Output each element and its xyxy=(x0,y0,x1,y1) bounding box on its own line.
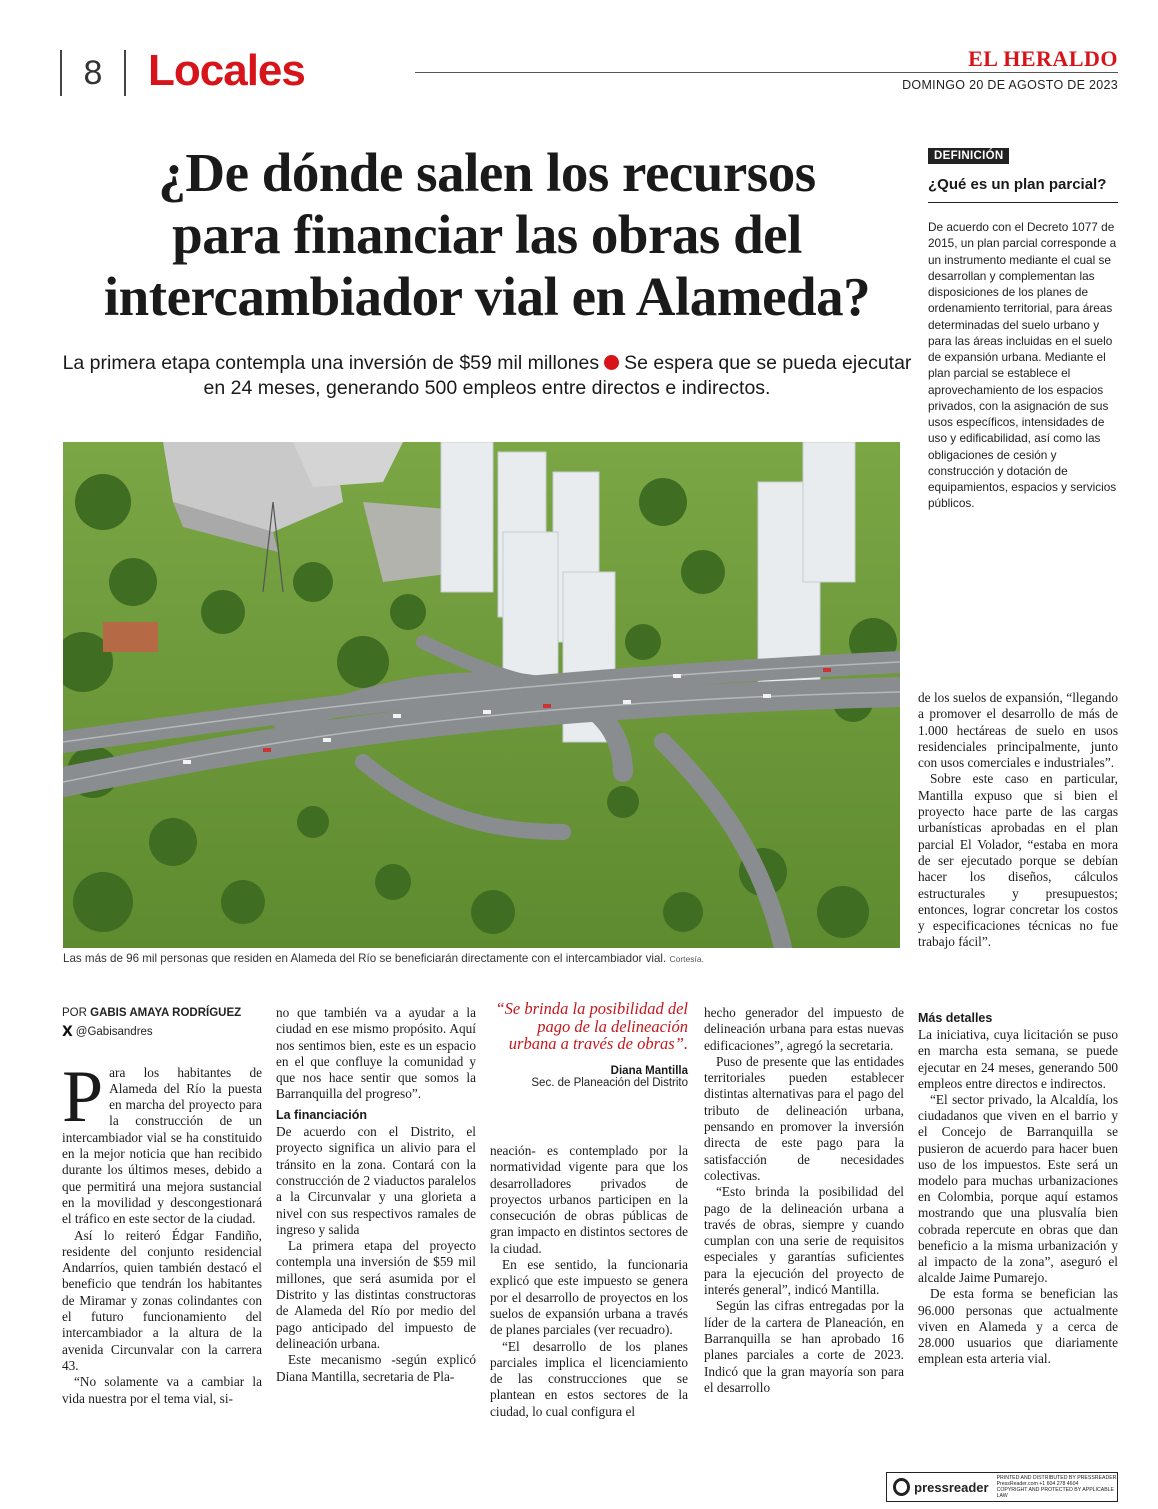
pressreader-name: pressreader xyxy=(914,1479,989,1495)
paragraph: ara los habitantes de Alameda del Río la puesta en marcha del proyecto para la construcción de un intercambiador vial se ha constituido en la mejor noticia que han recibido durante los últimos meses, debido a que permitirá una mejora sustancial en la movilidad y descongestionará el tráfico en este sector de la ciudad. xyxy=(62,1064,262,1227)
paragraph: De esta forma se benefician las 96.000 personas que actualmente viven en Alameda y a cerca de 28.000 usuarios que diariamente emplean esta arteria vial. xyxy=(918,1286,1118,1367)
article-column-5-bottom xyxy=(918,1006,1118,1367)
handle-text: @Gabisandres xyxy=(75,1026,153,1039)
pull-quote-text: “Se brinda la posibilidad del pago de la delineación urbana a través de obras”. xyxy=(495,999,688,1053)
sidebar-tag: DEFINICIÓN xyxy=(928,148,1009,164)
definition-sidebar xyxy=(928,146,1118,512)
header-rule xyxy=(415,72,1118,73)
article-column-5-top xyxy=(918,690,1118,951)
paragraph: no que también va a ayudar a la ciudad en ese mismo propósito. Aquí nos sentimos bien, este es un espacio en el que confluye la comunidad y que nos hace sentir que somos la Barranquilla del progreso”. xyxy=(276,1005,476,1102)
deck xyxy=(62,351,912,401)
interchange-render-photo xyxy=(63,442,900,948)
x-social-icon: X xyxy=(62,1024,73,1041)
page-number: 8 xyxy=(83,54,103,92)
paragraph: Así lo reiteró Édgar Fandiño, residente del conjunto residencial Andarríos, quien también destacó el beneficio que tendrán los habitantes de Miramar y zonas colindantes con el futuro funcionamiento del intercambiador a la altura de la avenida Circunvalar con la carrera 43. xyxy=(62,1227,262,1373)
paragraph: de los suelos de expansión, “llegando a promover el desarrollo de más de 1.000 hectáreas de suelo en usos residenciales principalmente, junto con usos comerciales e industriales”. xyxy=(918,690,1118,771)
paragraph: neación- es contemplado por la normatividad vigente para que los desarrolladores privados de proyectos urbanos participen en la consecución de obras públicas de gran impacto en distintos sectores de la ciudad. xyxy=(490,1143,688,1256)
article-column-1 xyxy=(62,1005,262,1407)
paragraph: Este mecanismo -según explicó Diana Mantilla, secretaria de Pla- xyxy=(276,1352,476,1384)
pressreader-badge xyxy=(886,1472,1118,1502)
paragraph: De acuerdo con el Distrito, el proyecto significa un alivio para el tránsito en la zona. Contará con la construcción de 2 viaductos paralelos a la Circunvalar y una glorieta a nivel con sus respectivos ramales de ingreso y salida xyxy=(276,1124,476,1237)
intro-block xyxy=(62,1055,262,1228)
subhead: La financiación xyxy=(276,1107,367,1122)
newspaper-logo: EL HERALDO xyxy=(968,46,1118,71)
bullet-dot-icon xyxy=(604,355,619,370)
paragraph: Puso de presente que las entidades territoriales pueden establecer distintas alternativas para el pago del tributo de delineación urbana, pensando en promover la inversión directa de este pago para la satisfacción de necesidades colectivas. xyxy=(704,1053,904,1183)
article-column-3 xyxy=(490,1143,688,1420)
pressreader-logo-icon xyxy=(893,1478,910,1496)
headline-line: intercambiador vial en Alameda? xyxy=(103,266,871,327)
headline-line: ¿De dónde salen los recursos xyxy=(158,142,816,203)
byline xyxy=(62,1005,262,1021)
interchange-illustration xyxy=(63,442,900,948)
deck-part-1: La primera etapa contempla una inversión de $59 mil millones xyxy=(62,352,600,374)
pull-quote xyxy=(490,1000,688,1089)
author-handle[interactable] xyxy=(62,1024,262,1040)
article-column-4 xyxy=(704,1005,904,1396)
pressreader-line: COPYRIGHT AND PROTECTED BY APPLICABLE LAW xyxy=(996,1487,1115,1499)
paragraph: “El desarrollo de los planes parciales implica el licenciamiento de las construcciones que se plantean en estos sectores de la ciudad, lo cual configura el xyxy=(490,1338,688,1419)
paragraph: “El sector privado, la Alcaldía, los ciudadanos que viven en el barrio y el Concejo de Barranquilla se pusieron de acuerdo para hacer buen uso de los impuestos. Este será un modelo para muchas urbanizaciones en Colombia, porque aquí estamos mostrando que una plusvalía bien cobrada repercute en obras que dan beneficio a la misma urbanización y al impacto de la zona”, aseguró el alcalde Jaime Pumarejo. xyxy=(918,1092,1118,1286)
paragraph: La iniciativa, cuya licitación se puso en marcha esta semana, se puede ejecutar en 24 meses, generando 500 empleos entre directos e indirectos. xyxy=(918,1027,1118,1091)
pressreader-notice xyxy=(997,1475,1117,1499)
headline-line: para financiar las obras del xyxy=(172,204,802,265)
dropcap: P xyxy=(62,1055,104,1138)
byline-author: GABIS AMAYA RODRÍGUEZ xyxy=(90,1007,242,1019)
paragraph: Según las cifras entregadas por la líder de la cartera de Planeación, en Barranquilla se han aprobado 16 planes parciales a corte de 2023. Indicó que la gran mayoría son para el desarrollo xyxy=(704,1298,904,1395)
sidebar-body: De acuerdo con el Decreto 1077 de 2015, un plan parcial corresponde a un instrumento mediante el cual se desarrollan y complementan las disposiciones de los planes de ordenamiento territorial, para áreas determinadas del suelo urbano y para las áreas incluidas en el suelo de expansión urbana. Mediante el plan parcial se establece el aprovechamiento de los espacios privados, con la asignación de sus usos específicos, intensidades de uso y edificabilidad, así como las obligaciones de cesión y construcción y dotación de equipamientos, espacios y servicios públicos. xyxy=(928,220,1117,511)
deck-part-2: Se espera que se pueda ejecutar en 24 meses, generando 500 empleos entre directos e indirectos. xyxy=(203,352,912,399)
byline-prefix: POR xyxy=(62,1007,87,1019)
paragraph: Sobre este caso en particular, Mantilla expuso que si bien el proyecto hace parte de las cargas urbanísticas aprobadas en el plan parcial El Volador, “estaba en mora de ser ejecutado porque se debían hacer los diseños, cálculos estructurales y presupuestos; entonces, lograr concretar los costos y especificaciones técnicas no fue trabajo fácil”. xyxy=(918,771,1118,950)
headline xyxy=(62,142,912,328)
paragraph: “No solamente va a cambiar la vida nuestra por el tema vial, si- xyxy=(62,1374,262,1406)
publication-date: DOMINGO 20 DE AGOSTO DE 2023 xyxy=(902,78,1118,92)
sidebar-title: ¿Qué es un plan parcial? xyxy=(928,176,1118,203)
pull-quote-name: Diana Mantilla xyxy=(610,1064,688,1077)
paragraph: hecho generador del impuesto de delineación urbana para estas nuevas edificaciones”, agregó la secretaria. xyxy=(704,1005,904,1053)
page-number-box xyxy=(60,50,126,96)
photo-caption xyxy=(63,952,900,965)
section-title: Locales xyxy=(148,46,305,95)
pressreader-line: PressReader.com +1 604 278 4604 xyxy=(996,1481,1079,1487)
article-column-2 xyxy=(276,1005,476,1385)
paragraph: En ese sentido, la funcionaria explicó que este impuesto se genera por el desarrollo de proyectos en los suelos de expansión urbana a través de planes parciales (ver recuadro). xyxy=(490,1257,688,1338)
paragraph: “Esto brinda la posibilidad del pago de la delineación urbana a través de obras, siempre y cuando cumplan con una serie de requisitos especiales y garantías suficientes para la ejecución del proyecto de interés general”, indicó Mantilla. xyxy=(704,1184,904,1298)
subhead: Más detalles xyxy=(918,1011,993,1025)
pull-quote-role: Sec. de Planeación del Distrito xyxy=(531,1076,688,1089)
paragraph: La primera etapa del proyecto contempla una inversión de $59 mil millones, que será asumida por el Distrito y las distintas constructoras de Alameda del Río por medio del pago anticipado del impuesto de delineación urbana. xyxy=(276,1238,476,1351)
photo-credit: Cortesía. xyxy=(669,954,704,964)
caption-text: Las más de 96 mil personas que residen en Alameda del Río se beneficiarán directamente con el intercambiador vial. xyxy=(63,952,667,965)
pressreader-line: PRINTED AND DISTRIBUTED BY PRESSREADER xyxy=(996,1475,1117,1481)
